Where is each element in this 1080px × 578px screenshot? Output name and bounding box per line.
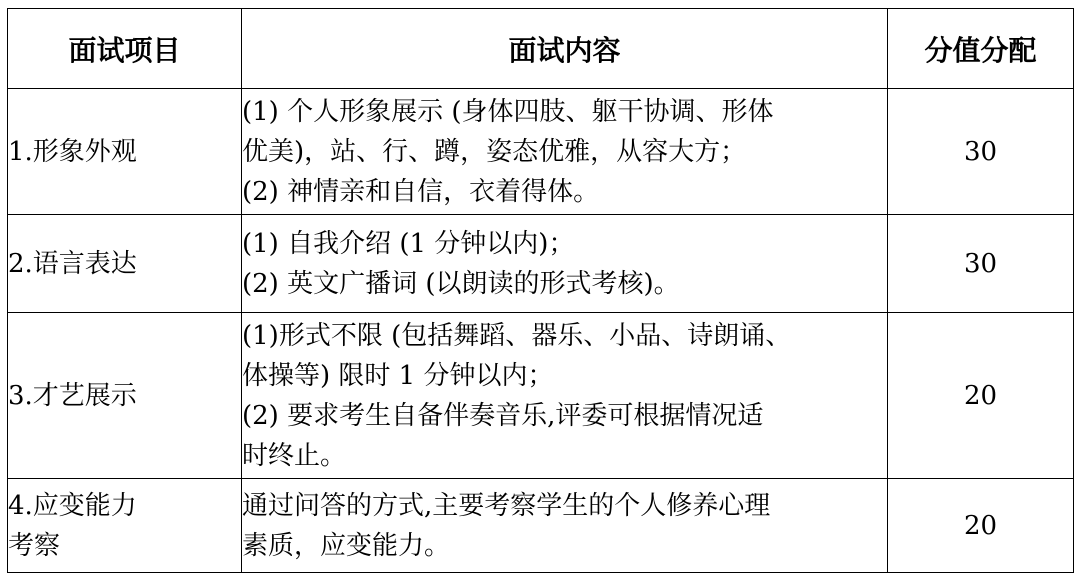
header-row: [8, 9, 1074, 89]
item-line: 4.应变能力: [8, 490, 137, 521]
content-line: (2) 神情亲和自信，衣着得体。: [242, 176, 600, 207]
content-line: 时终止。: [242, 440, 347, 471]
item-line: 1.形象外观: [8, 136, 137, 167]
table-row: [8, 89, 1074, 215]
item-line: 3.才艺展示: [8, 380, 137, 411]
interview-score-table: [7, 8, 1074, 573]
content-line: 优美)，站、行、蹲，姿态优雅，从容大方；: [242, 136, 747, 167]
item-cell: [8, 479, 242, 573]
content-cell: [242, 89, 888, 215]
content-line: (1)形式不限 (包括舞蹈、器乐、小品、诗朗诵、: [242, 320, 792, 351]
header-item: 面试项目: [8, 9, 242, 89]
score-cell: 30: [888, 89, 1074, 215]
item-cell: [8, 313, 242, 479]
score-cell: 20: [888, 313, 1074, 479]
score-cell: 20: [888, 479, 1074, 573]
content-cell: [242, 479, 888, 573]
header-content: 面试内容: [242, 9, 888, 89]
content-line: (1) 自我介绍 (1 分钟以内)；: [242, 228, 575, 259]
content-line: 体操等) 限时 1 分钟以内；: [242, 360, 554, 391]
header-score: 分值分配: [888, 9, 1074, 89]
table-row: [8, 479, 1074, 573]
item-line: 2.语言表达: [8, 248, 137, 279]
item-line: 考察: [8, 530, 61, 561]
item-cell: [8, 215, 242, 313]
item-cell: [8, 89, 242, 215]
table-row: [8, 215, 1074, 313]
content-line: (1) 个人形象展示 (身体四肢、躯干协调、形体: [242, 96, 774, 127]
content-line: (2) 英文广播词 (以朗读的形式考核)。: [242, 268, 680, 299]
content-cell: [242, 313, 888, 479]
content-line: (2) 要求考生自备伴奏音乐,评委可根据情况适: [242, 400, 764, 431]
score-cell: 30: [888, 215, 1074, 313]
table-row: [8, 313, 1074, 479]
content-line: 通过问答的方式,主要考察学生的个人修养心理: [242, 490, 771, 521]
content-cell: [242, 215, 888, 313]
content-line: 素质，应变能力。: [242, 530, 451, 561]
